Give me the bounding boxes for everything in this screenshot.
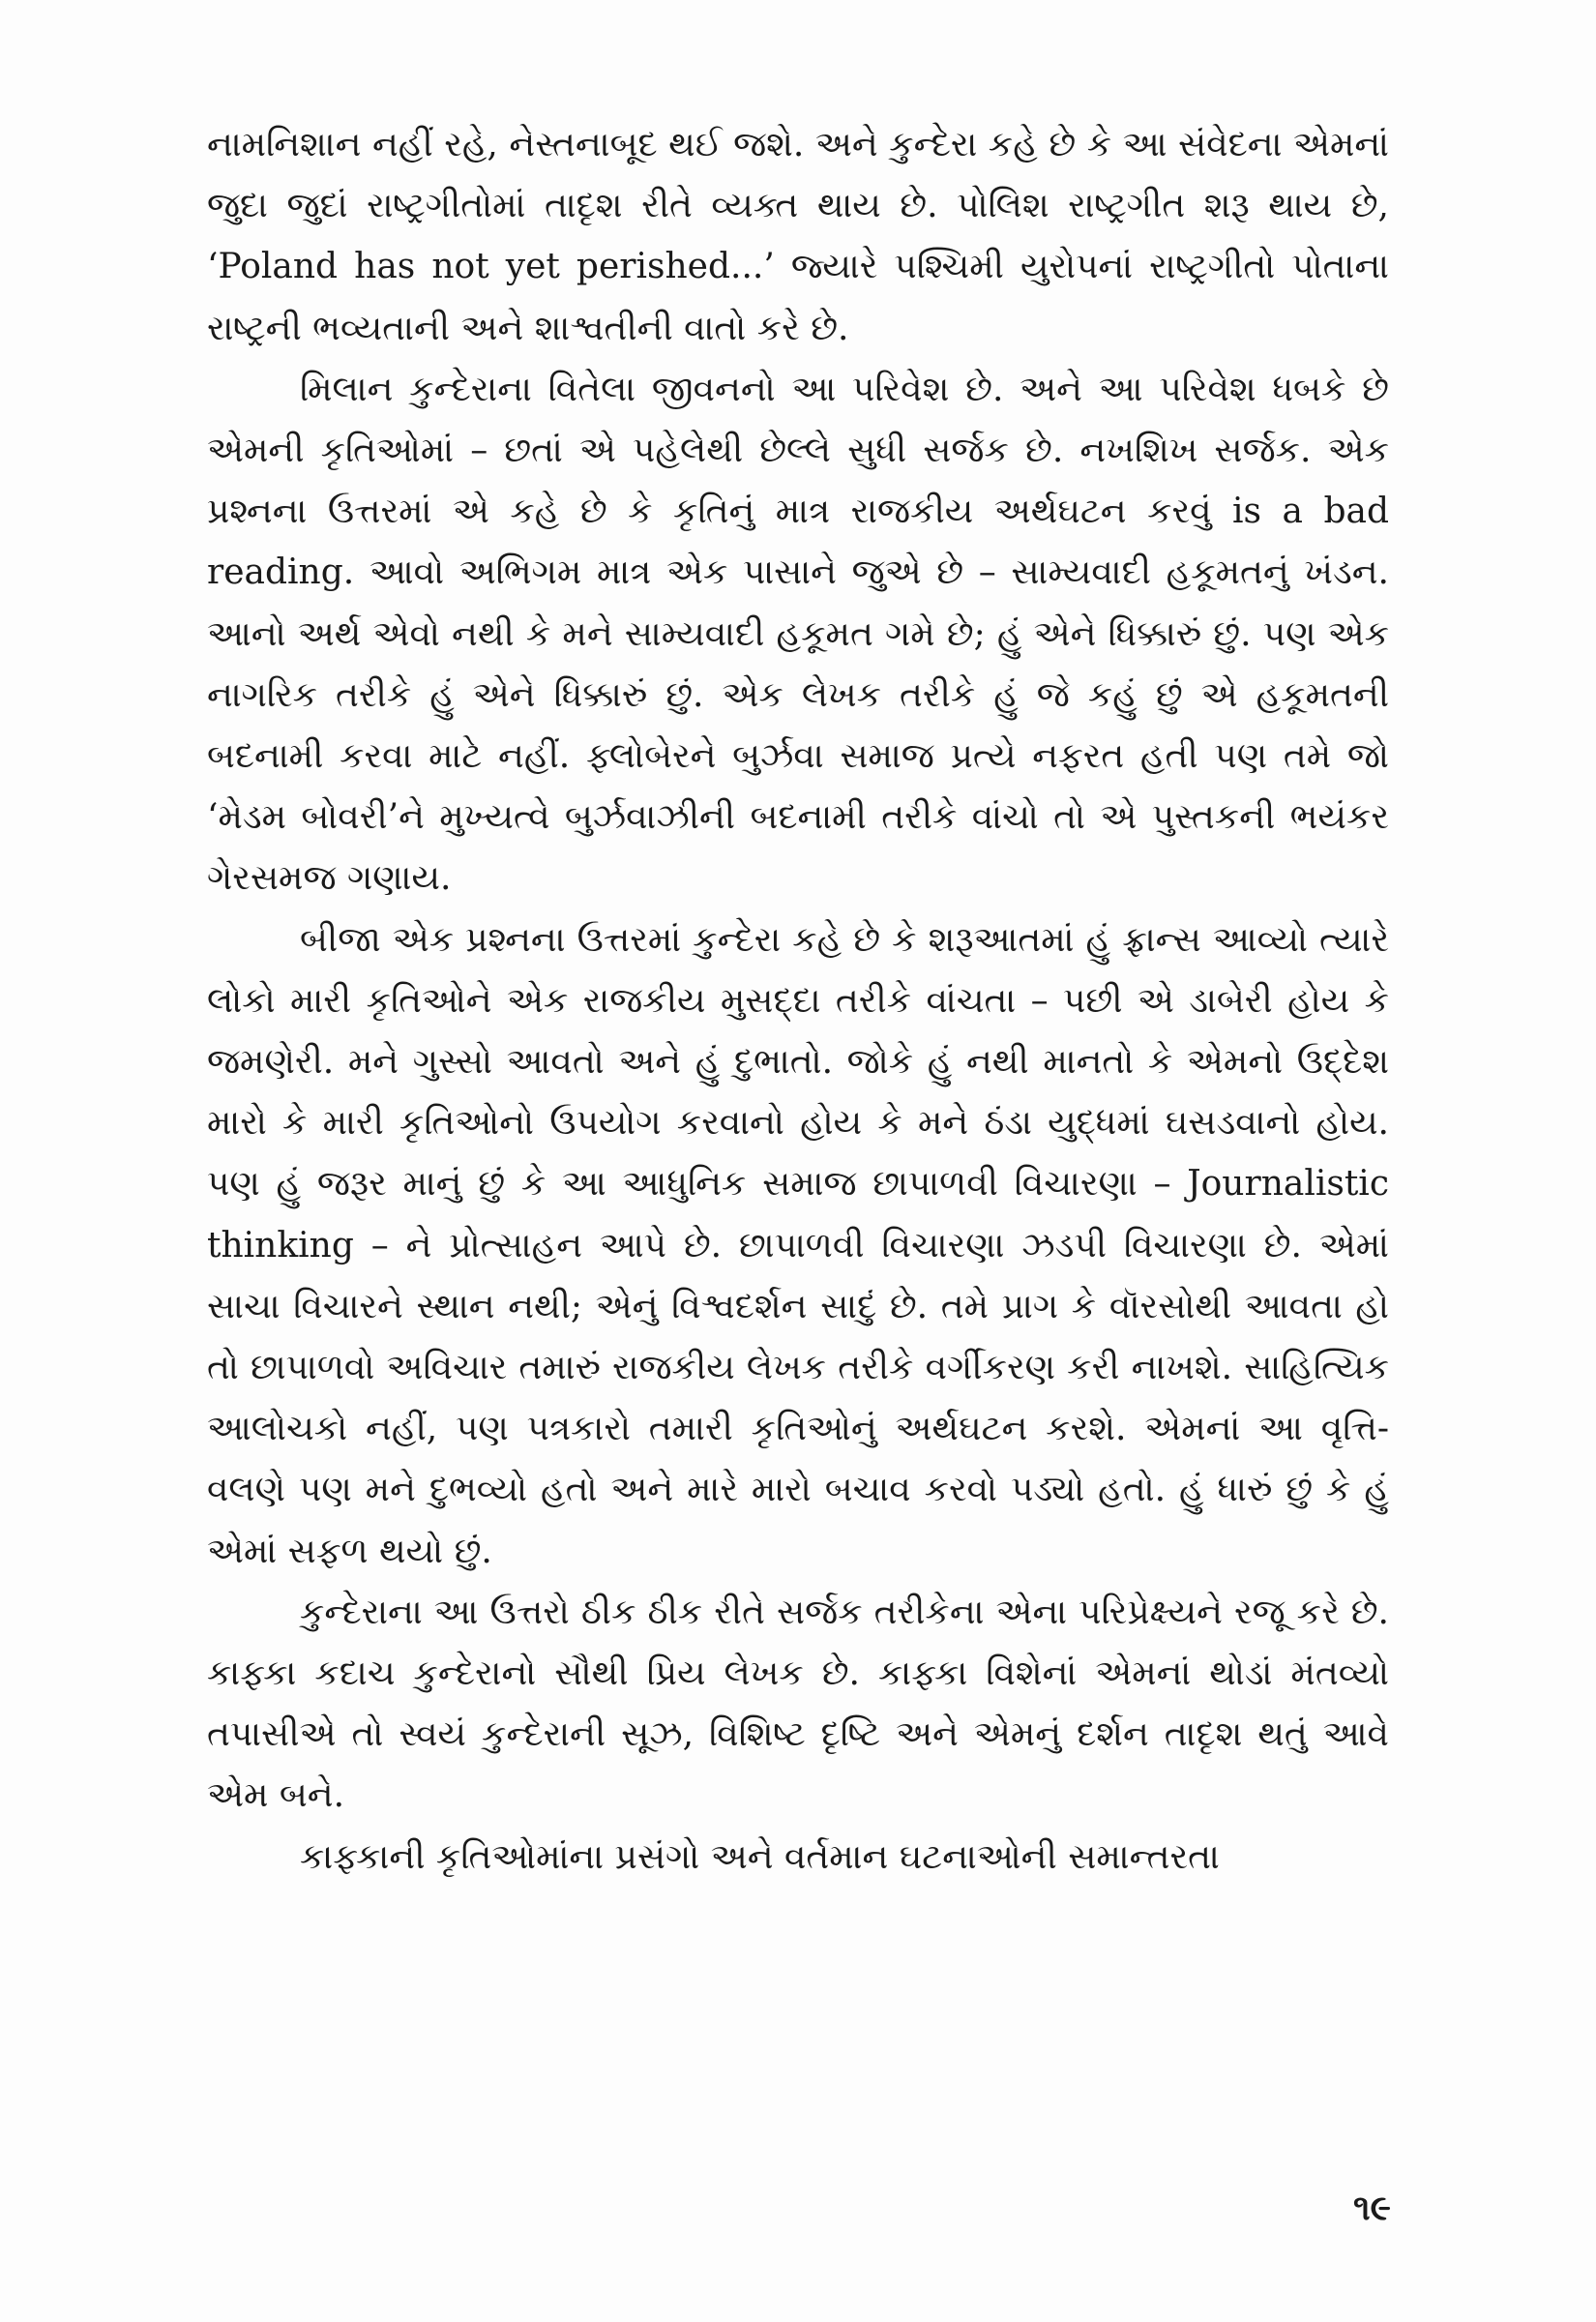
paragraph-3: બીજા એક પ્રશ્નના ઉત્તરમાં કુન્દેરા કહે છે કે શરૂઆતમાં હું ફ્રાન્સ આવ્યો ત્યારે લોકો મારી કૃતિઓને એક રાજકીય મુસદ્દા તરીકે વાંચતા – પછી એ ડાબેરી હોય કે જમણેરી. મને ગુસ્સો આવતો અને હું દુભાતો. જોકે હું નથી માનતો કે એમનો ઉદ્દેશ મારો કે મારી કૃતિઓનો ઉપયોગ કરવાનો હોય કે મને ઠંડા યુદ્ધમાં ઘસડવાનો હોય. પણ હું જરૂર માનું છું કે આ આધુનિક સમાજ છાપાળવી વિચારણા – Journalistic thinking – ને પ્રોત્સાહન આપે છે. છાપાળવી વિચારણા ઝડપી વિચારણા છે. એમાં સાચા વિચારને સ્થાન નથી; એનું વિશ્વદર્શન સાદું છે. તમે પ્રાગ કે વૉરસોથી આવતા હો તો છાપાળવો અવિચાર તમારું રાજકીય લેખક તરીકે વર્ગીકરણ કરી નાખશે. સાહિત્યિક આલોચકો નહીં, પણ પત્રકારો તમારી કૃતિઓનું અર્થઘટન કરશે. એમનાં આ વૃત્તિ-વલણે પણ મને દુભવ્યો હતો અને મારે મારો બચાવ કરવો પડ્યો હતો. હું ધારું છું કે હું એમાં સફળ થયો છું.: [207, 919, 1389, 1571]
paragraph-5: કાફ્કાની કૃતિઓમાંના પ્રસંગો અને વર્તમાન ઘટનાઓની સમાન્તરતા: [300, 1836, 1220, 1877]
paragraph-1: નામનિશાન નહીં રહે, નેસ્તનાબૂદ થઈ જશે. અને કુન્દેરા કહે છે કે આ સંવેદના એમનાં જુદા જુદાં રાષ્ટ્રગીતોમાં તાદૃશ રીતે વ્યક્ત થાય છે. પોલિશ રાષ્ટ્રગીત શરૂ થાય છે, ‘Poland has not yet perished...’ જ્યારે પશ્ચિમી યુરોપનાં રાષ્ટ્રગીતો પોતાના રાષ્ટ્રની ભવ્યતાની અને શાશ્વતીની વાતો કરે છે.: [207, 125, 1389, 348]
paragraph-4: કુન્દેરાના આ ઉત્તરો ઠીક ઠીક રીતે સર્જક તરીકેના એના પરિપ્રેક્ષ્યને રજૂ કરે છે. કાફ્કા કદાચ કુન્દેરાનો સૌથી પ્રિય લેખક છે. કાફ્કા વિશેનાં એમનાં થોડાં મંતવ્યો તપાસીએ તો સ્વયં કુન્દેરાની સૂઝ, વિશિષ્ટ દૃષ્ટિ અને એમનું દર્શન તાદૃશ થતું આવે એમ બને.: [207, 1592, 1389, 1816]
body-text: [207, 114, 1389, 1888]
page-number: ૧૯: [1353, 2188, 1391, 2228]
paragraph-2: મિલાન કુન્દેરાના વિતેલા જીવનનો આ પરિવેશ છે. અને આ પરિવેશ ધબકે છે એમની કૃતિઓમાં – છતાં એ પહેલેથી છેલ્લે સુધી સર્જક છે. નખશિખ સર્જક. એક પ્રશ્નના ઉત્તરમાં એ કહે છે કે કૃતિનું માત્ર રાજકીય અર્થઘટન કરવું is a bad reading. આવો અભિગમ માત્ર એક પાસાને જુએ છે – સામ્યવાદી હકૂમતનું ખંડન. આનો અર્થ એવો નથી કે મને સામ્યવાદી હકૂમત ગમે છે; હું એને ધિક્કારું છું. પણ એક નાગરિક તરીકે હું એને ધિક્કારું છું. એક લેખક તરીકે હું જે કહું છું એ હકૂમતની બદનામી કરવા માટે નહીં. ફ્લોબેરને બુર્ઝવા સમાજ પ્રત્યે નફરત હતી પણ તમે જો ‘મેડમ બોવરી’ને મુખ્યત્વે બુર્ઝવાઝીની બદનામી તરીકે વાંચો તો એ પુસ્તકની ભયંકર ગેરસમજ ગણાય.: [207, 369, 1389, 899]
